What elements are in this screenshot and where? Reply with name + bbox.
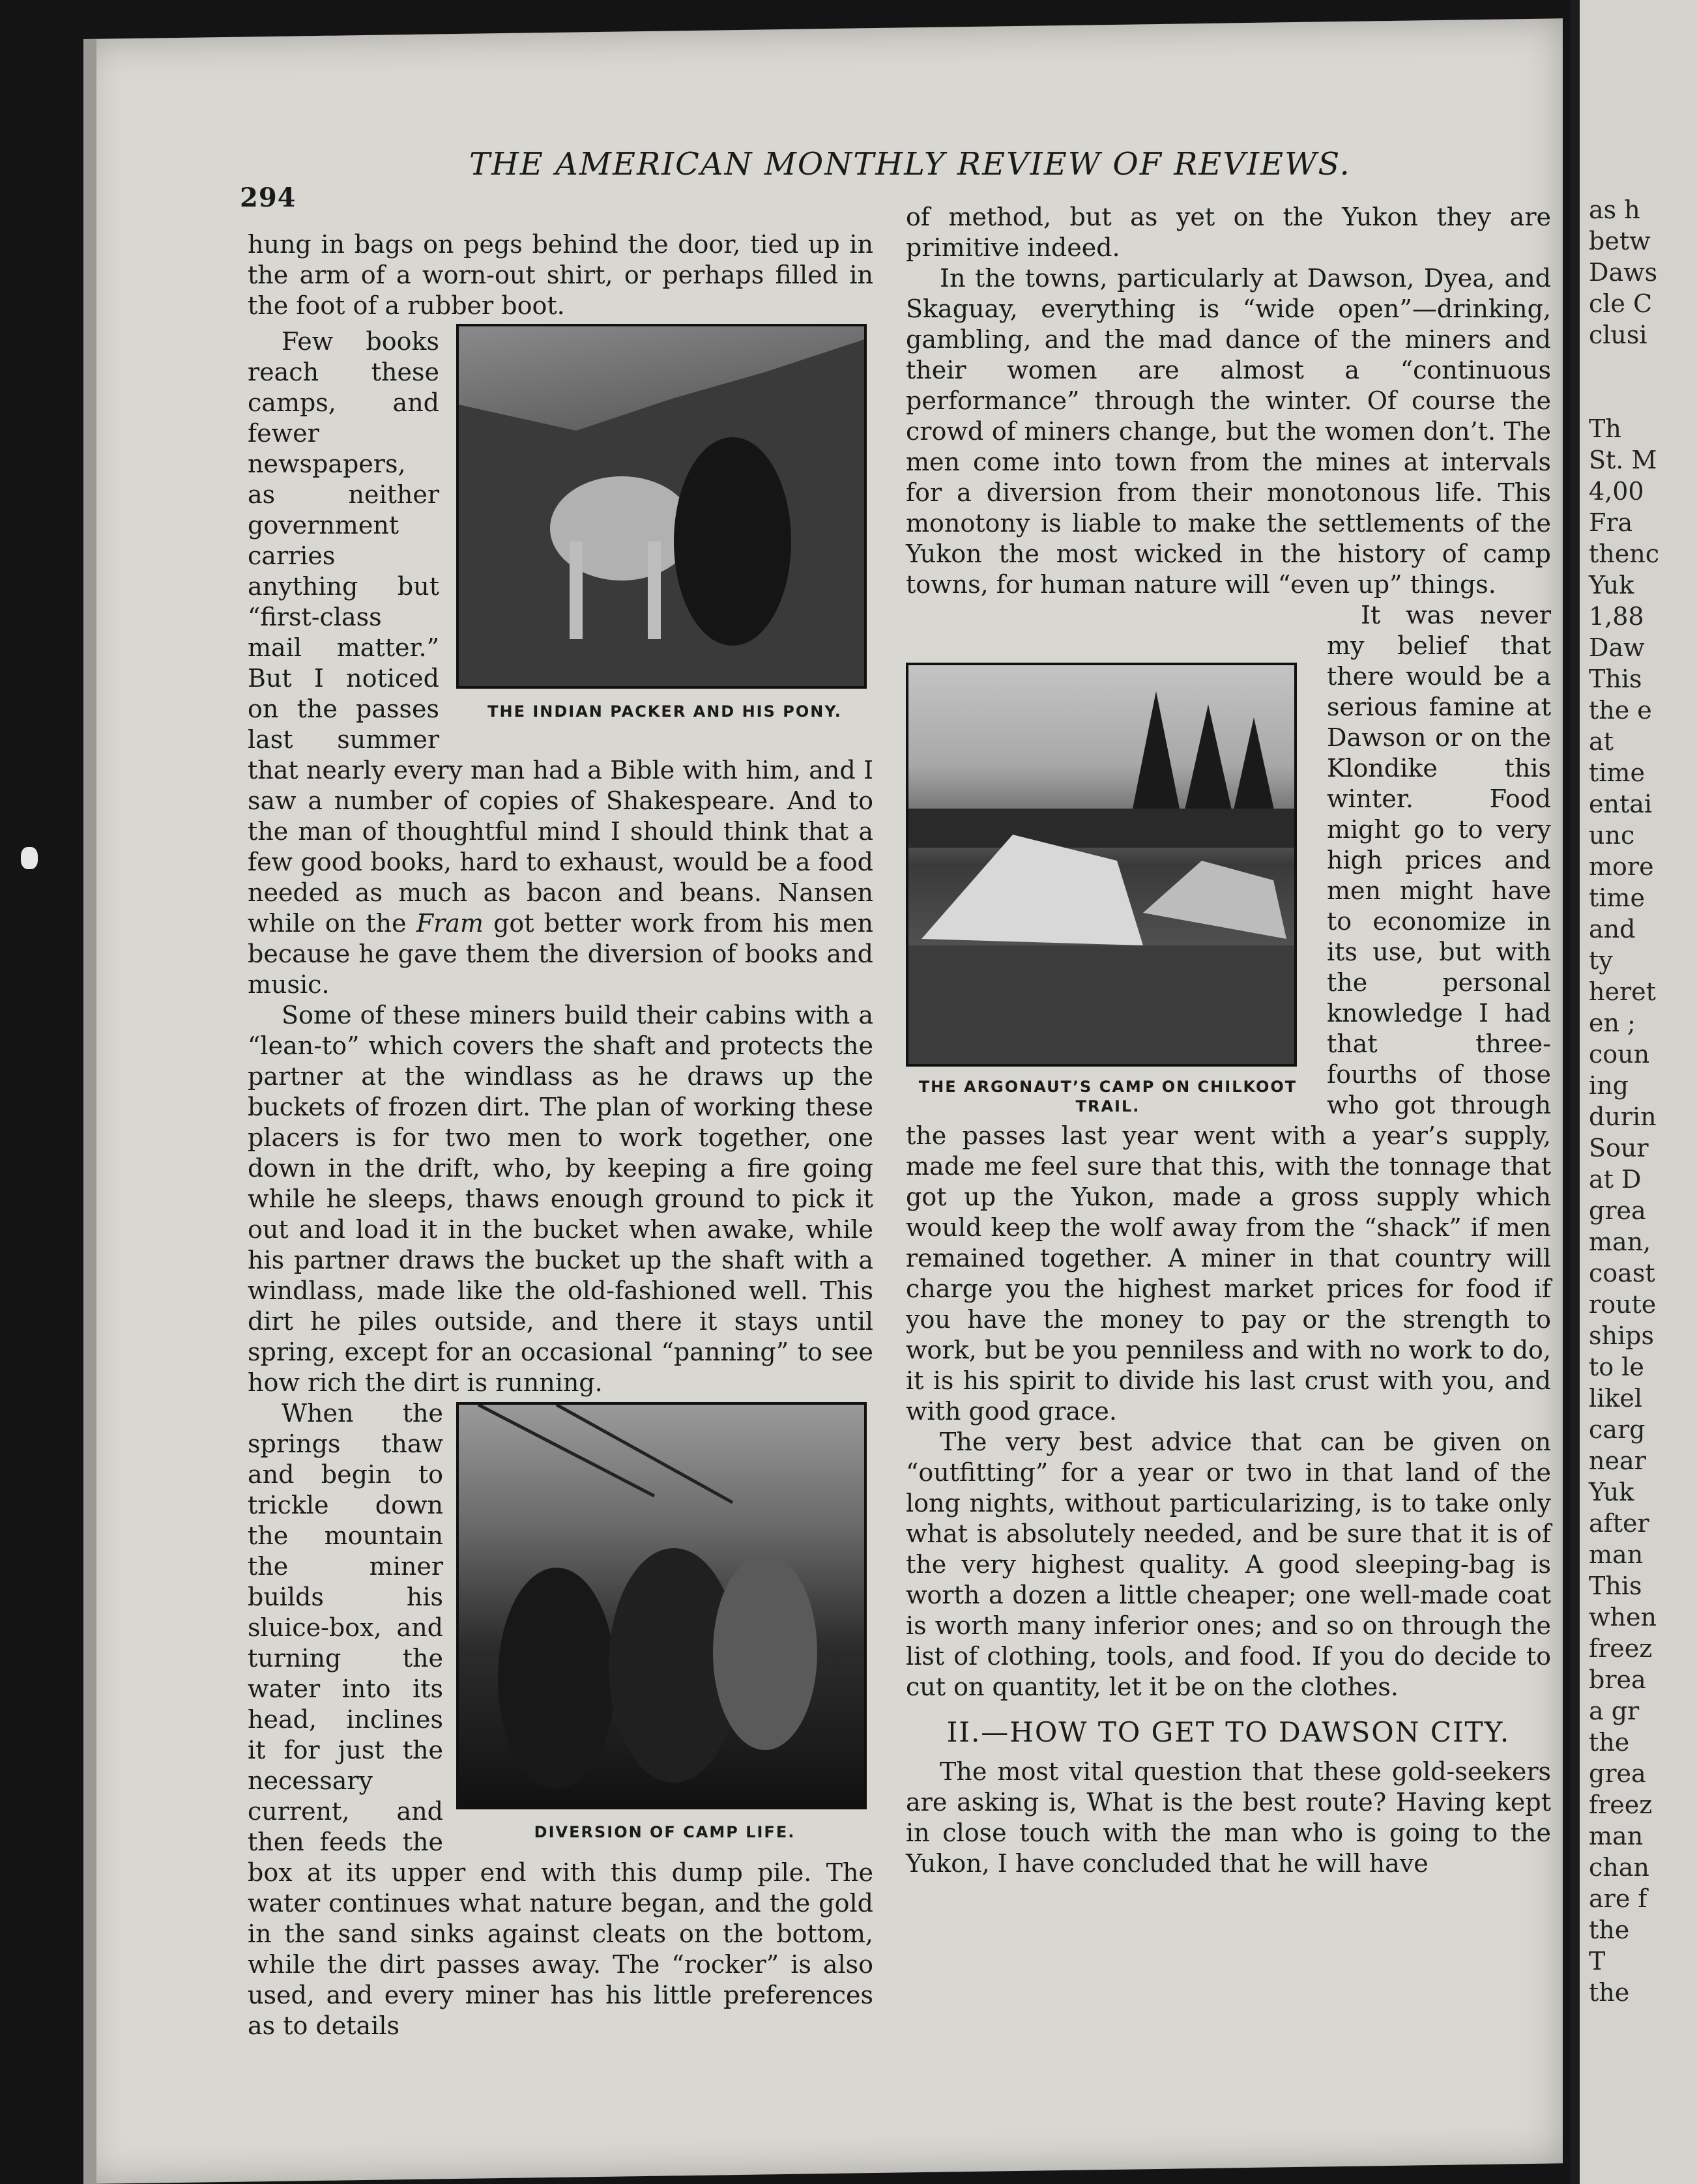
adjacent-page-fragment: freez [1589,1634,1653,1663]
adjacent-page-fragment: en ; [1589,1009,1636,1037]
right-paragraph-2: In the towns, particularly at Dawson, Dyea, and Skaguay, everything is “wide open”—drinking, gambling, and the mad dance of the miners and their women are almost a “continuous performance” through the winter. Of course the crowd of miners change, but the women don’t. The men come into town from the mines at intervals for a diversion from their monotonous life. This monotony is liable to make the settlements of the Yukon the most wicked in the history of camp towns, for human nature will “even up” things. [906,264,1551,599]
left-column [248,229,873,2041]
adjacent-page-fragment: ships [1589,1321,1654,1350]
right-paragraph-4: The very best advice that can be given on “outfitting” for a year or two in that land of the long nights, without particularizing, is to take only what is absolutely needed, and be sure that it is of the very highest quality. A good sleeping-bag is worth a dozen a little cheaper; one well-made coat is worth many inferior ones; and so on through the list of clothing, tools, and food. If you do decide to cut on quantity, let it be on the clothes. [906,1428,1551,1701]
adjacent-page-fragment: This [1589,1572,1642,1600]
left-paragraph-1: hung in bags on pegs behind the door, tied up in the arm of a worn-out shirt, or perhaps filled in the foot of a rubber boot. [248,230,873,320]
right-paragraph-1: of method, but as yet on the Yukon they are primitive indeed. [906,203,1551,262]
adjacent-page-fragment: the [1589,1728,1630,1757]
adjacent-page-fragment: durin [1589,1102,1657,1131]
caption-camp-life: DIVERSION OF CAMP LIFE. [534,1823,796,1841]
adjacent-page-fragment: the [1589,1978,1630,2007]
adjacent-page-fragment: ty [1589,946,1613,975]
left-paragraph-2-end: got better work from his men because he gave them the diversion of books and music. [248,909,873,999]
page-number: 294 [240,182,297,213]
figure-argonaut-camp [906,663,1310,1116]
photo-camp-life [456,1402,867,1809]
adjacent-page-fragment: coast [1589,1259,1655,1287]
adjacent-page-fragment: man, [1589,1228,1651,1256]
tent-2 [1143,861,1286,939]
adjacent-page-fragment: T [1589,1947,1606,1976]
adjacent-page-fragment: Daws [1589,258,1658,287]
photo-indian-packer [456,324,867,689]
tent-rope-1 [478,1405,654,1496]
right-paragraph-3: It was never my belief that there would be a serious famine at Dawson or on the Klondike this winter. Food might go to very high prices and men might have to economize in its use, but with the personal knowledge I had that three-fourths of those who got through the passes last year went with a year’s supply, made me feel sure that this, with the tonnage that got up the Yukon, made a gross supply which would keep the wolf away from the “shack” if men remained together. A miner in that country will charge you the highest market prices for food if you have the money to pay or the strength to work, but be you penniless and with no work to do, it is his spirit to divide his last crust with you, and with good grace. [906,601,1551,1426]
caption-indian-packer: THE INDIAN PACKER AND HIS PONY. [487,702,842,721]
adjacent-page-fragment: unc [1589,821,1635,850]
pony-leg-2 [648,541,661,639]
adjacent-page-fragment: freez [1589,1790,1653,1819]
left-paragraph-4: When the springs thaw and begin to trickle down the mountain the miner builds his sluice-box, and turning the water into its head, inclines it for just the necessary current, and then feeds the box at its upper end with this dump pile. The water continues what nature began, and the gold in the sand sinks against cleats on the bottom, while the dirt passes away. The “rocker” is also used, and every miner has his little preferences as to details [248,1399,873,2040]
adjacent-page-fragment: coun [1589,1040,1650,1069]
figure-camp-life [456,1402,873,1842]
section-heading: II.—HOW TO GET TO DAWSON CITY. [946,1716,1511,1748]
adjacent-page-fragment: near [1589,1446,1646,1475]
ship-name-fram: Fram [416,909,484,938]
left-paragraph-3 [248,1000,873,1398]
adjacent-page-fragment: brea [1589,1665,1646,1694]
adjacent-page-fragment: as h [1589,195,1640,224]
adjacent-page-fragment: entai [1589,790,1653,818]
photo-indian-packer-art [459,326,864,686]
camp-ground [908,945,1294,1064]
tent-rope-2 [557,1405,732,1502]
adjacent-page-fragment: at D [1589,1165,1642,1194]
adjacent-page-fragment: carg [1589,1415,1646,1444]
adjacent-page-fragment: after [1589,1509,1649,1538]
right-column [906,202,1551,1879]
adjacent-page-fragment: when [1589,1603,1657,1631]
adjacent-page-fragment: 1,88 [1589,602,1644,631]
adjacent-page [1580,0,1697,2184]
adjacent-page-fragment: time [1589,884,1645,912]
adjacent-page-fragment: likel [1589,1384,1642,1413]
adjacent-page-fragment: the e [1589,696,1652,725]
adjacent-page-fragment: This [1589,665,1642,693]
tree-1 [1130,691,1182,822]
photo-camp-life-art [459,1405,864,1807]
adjacent-page-fragment: betw [1589,227,1651,255]
adjacent-page-fragment: Th [1589,414,1621,443]
adjacent-page-fragment: grea [1589,1759,1646,1788]
pony-leg-1 [570,541,583,639]
adjacent-page-fragment: Daw [1589,633,1645,662]
adjacent-page-fragment: to le [1589,1353,1644,1381]
figure-person-3 [713,1555,817,1750]
left-paragraph-3-text: Some of these miners build their cabins with a “lean-to” which covers the shaft and protects the partner at the windlass as he draws up the buckets of frozen dirt. The plan of working these placers is for two men to work together, one down in the drift, who, by keeping a fire going while he sleeps, thaws enough ground to pick it out and load it in the bucket when awake, while his partner draws the bucket up the shaft with a windlass, made like the old-fashioned well. This dirt he piles outside, and there it stays until spring, except for an occasional “panning” to see how rich the dirt is running. [248,1001,873,1397]
adjacent-page-fragment: Sour [1589,1134,1649,1162]
page-edge [83,39,96,2184]
packer-figure [674,437,791,646]
scan-speck [21,847,38,869]
adjacent-page-fragment: time [1589,758,1645,787]
adjacent-page-fragment: man [1589,1540,1644,1569]
treeline [908,809,1294,848]
adjacent-page-fragment: a gr [1589,1697,1640,1725]
figure-person-1 [498,1568,615,1789]
adjacent-page-fragment: at [1589,727,1614,756]
adjacent-page-fragment: clusi [1589,321,1647,349]
adjacent-page-fragment: cle C [1589,289,1653,318]
caption-argonaut-camp: THE ARGONAUT’S CAMP ON CHILKOOT TRAIL. [918,1078,1298,1115]
adjacent-page-fragment: the [1589,1916,1630,1944]
adjacent-page-fragment: man [1589,1822,1644,1850]
photo-argonaut-camp-art [908,665,1294,1064]
adjacent-page-fragment: 4,00 [1589,477,1644,506]
left-paragraph-2-text: Few books reach these camps, and fewer newspapers, as neither government carries anything but “first-class mail matter.” But I noticed on the passes last summer that nearly every man had a Bible with him, and I saw a number of copies of Shakespeare. And to the man of thoughtful mind I should think that a few good books, hard to exhaust, would be a food needed as much as bacon and beans. Nansen while on the [248,327,873,938]
tree-3 [1231,717,1277,822]
adjacent-page-fragment: grea [1589,1196,1646,1225]
adjacent-page-fragment: and [1589,915,1636,943]
adjacent-page-fragment: ing [1589,1071,1629,1100]
adjacent-page-fragment: Fra [1589,508,1633,537]
adjacent-page-fragment: route [1589,1290,1657,1319]
adjacent-page-fragment: more [1589,852,1654,881]
page-gutter [1571,0,1580,2184]
adjacent-page-fragment: chan [1589,1853,1649,1882]
adjacent-page-fragment: St. M [1589,446,1657,474]
right-paragraph-5: The most vital question that these gold-seekers are asking is, What is the best route? Having kept in close touch with the man who is going to the Yukon, I have concluded that he will have [906,1757,1551,1878]
tent-1 [921,835,1143,945]
adjacent-page-fragment: are f [1589,1884,1647,1913]
running-head: THE AMERICAN MONTHLY REVIEW OF REVIEWS. [469,146,1351,182]
figure-indian-packer [456,324,873,721]
adjacent-page-fragment: Yuk [1589,1478,1634,1506]
photo-argonaut-camp [906,663,1297,1067]
adjacent-page-fragment: thenc [1589,539,1659,568]
adjacent-page-fragment: Yuk [1589,571,1634,599]
adjacent-page-fragment: heret [1589,977,1656,1006]
tree-2 [1182,704,1234,822]
